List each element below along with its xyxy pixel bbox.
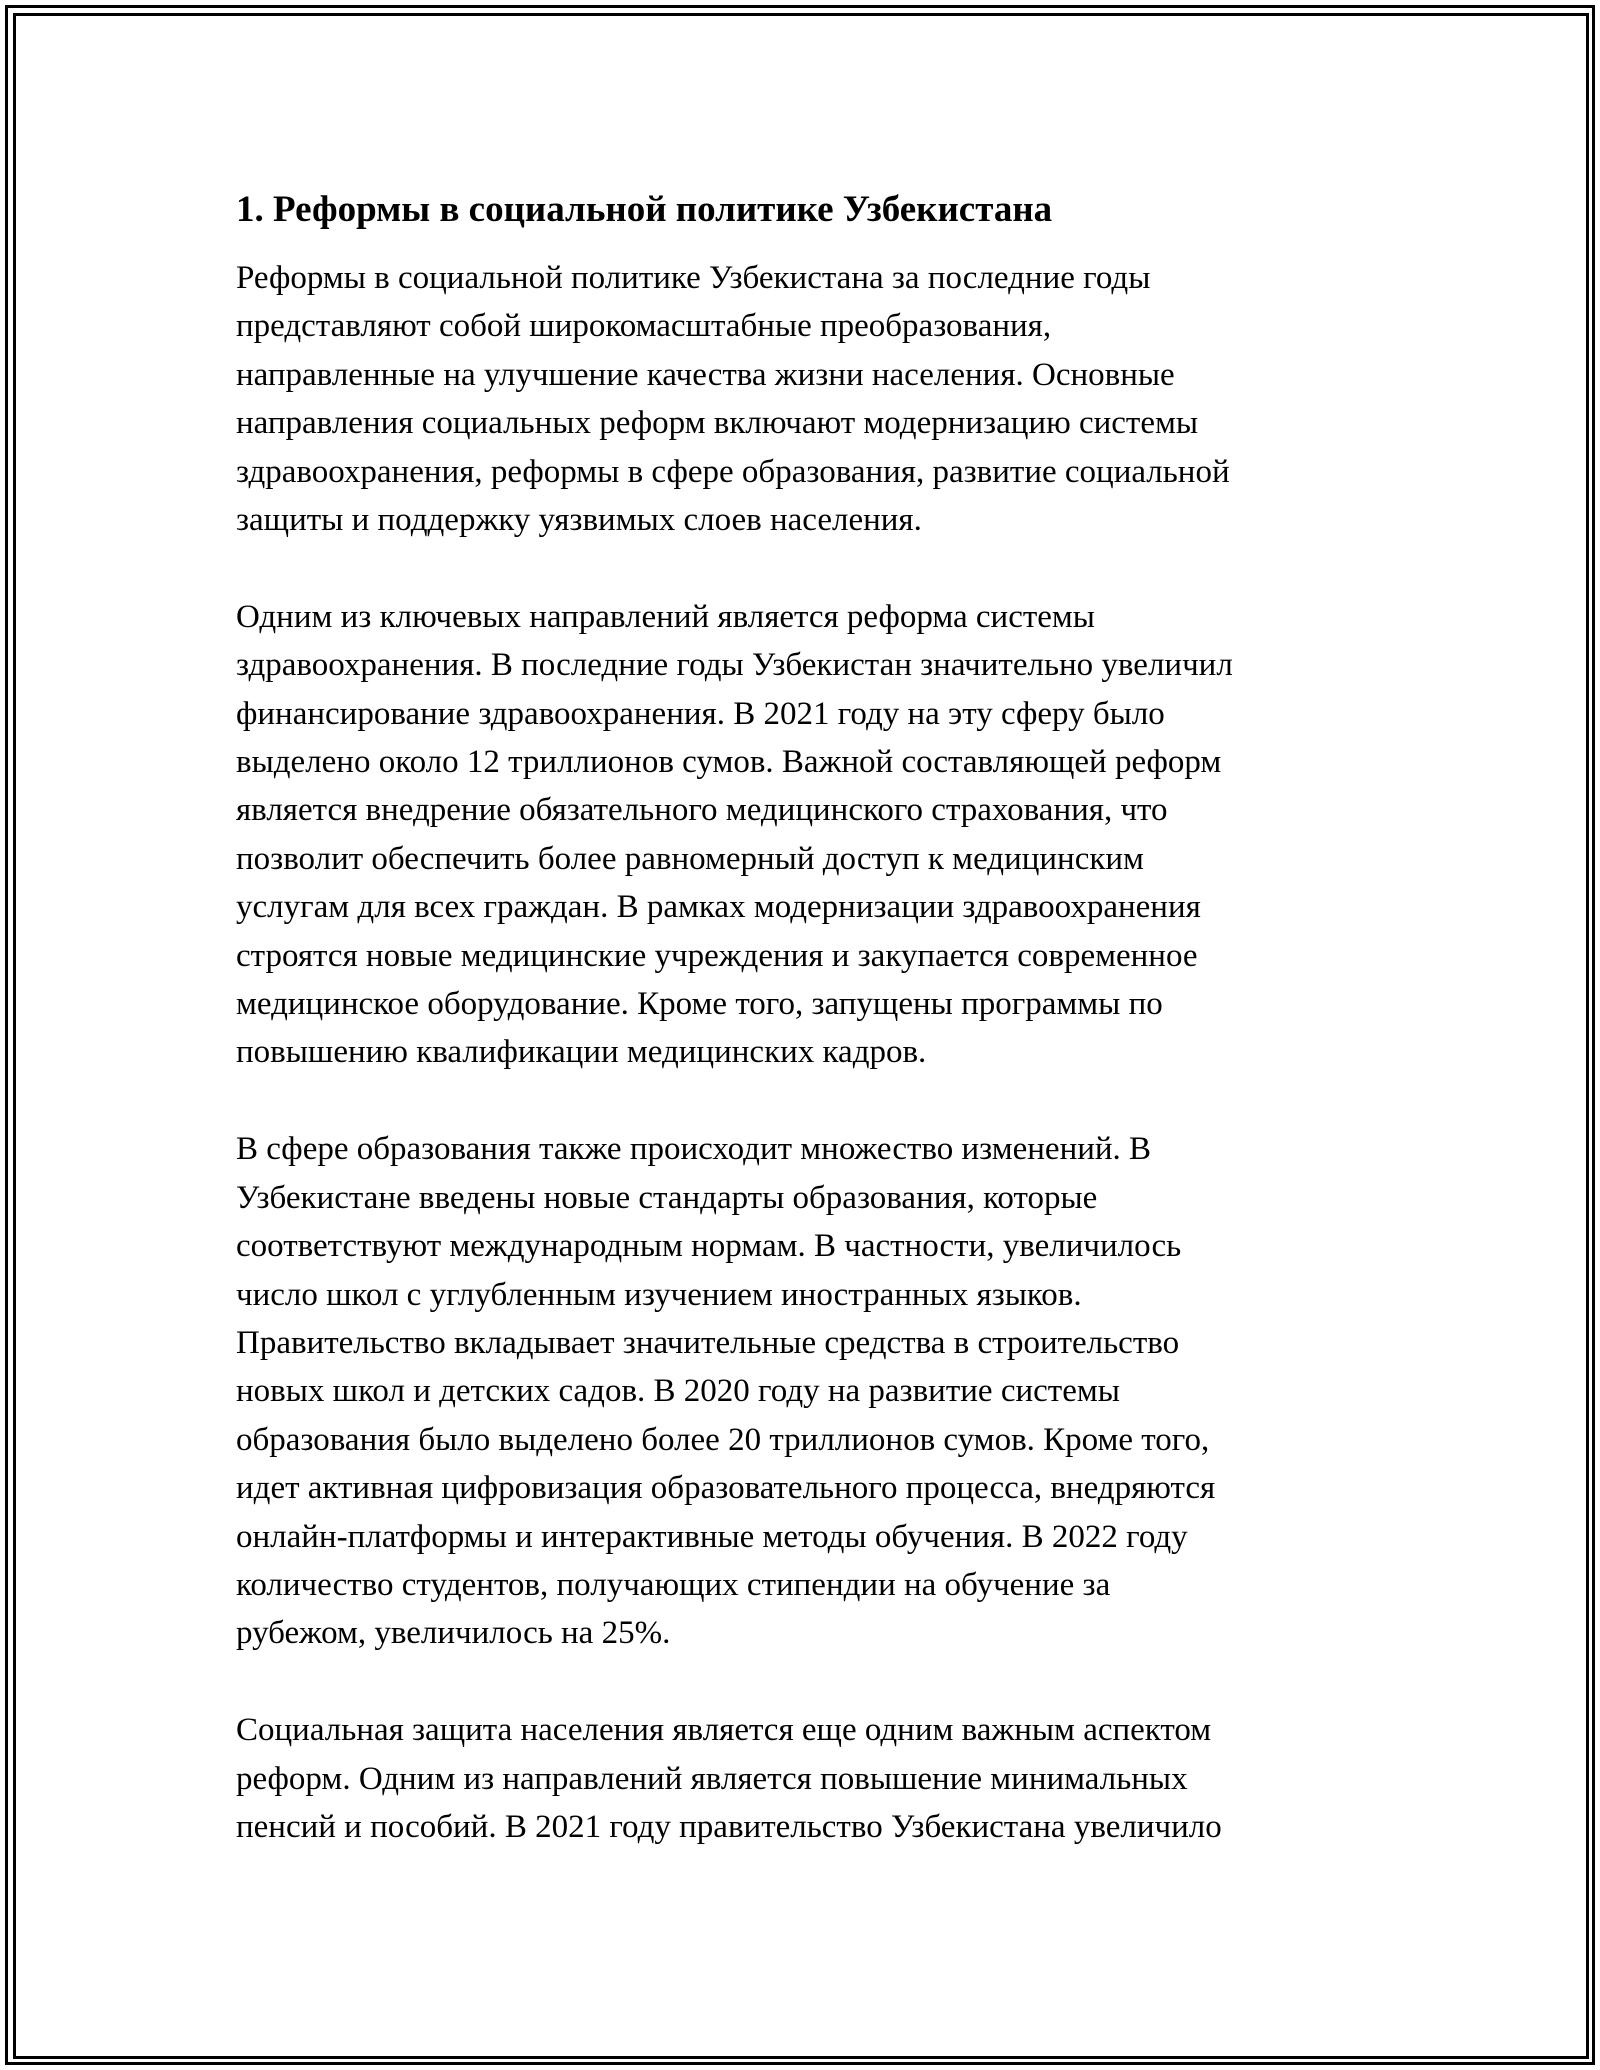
- text-line: здравоохранения, реформы в сфере образования, развитие социальной: [236, 453, 1230, 490]
- text-line: онлайн-платформы и интерактивные методы обучения. В 2022 году: [236, 1518, 1188, 1555]
- text-line: направления социальных реформ включают модернизацию системы: [236, 405, 1199, 442]
- text-line: направленные на улучшение качества жизни населения. Основные: [236, 356, 1175, 393]
- section-heading: 1. Реформы в социальной политике Узбекистана: [236, 189, 1053, 230]
- text-line: является внедрение обязательного медицинского страхования, что: [236, 792, 1168, 829]
- text-line: выделено около 12 триллионов сумов. Важной составляющей реформ: [236, 744, 1222, 781]
- document-body: [236, 186, 1366, 1900]
- text-line: образования было выделено более 20 триллионов сумов. Кроме того,: [236, 1421, 1210, 1458]
- text-line: услугам для всех граждан. В рамках модернизации здравоохранения: [236, 889, 1201, 926]
- text-line: строятся новые медицинские учреждения и закупается современное: [236, 937, 1198, 974]
- text-line: защиты и поддержку уязвимых слоев населения.: [236, 502, 922, 539]
- text-line: число школ с углубленным изучением иностранных языков.: [236, 1276, 1082, 1313]
- text-line: соответствуют международным нормам. В частности, увеличилось: [236, 1228, 1182, 1265]
- text-line: Реформы в социальной политике Узбекистана за последние годы: [236, 260, 1151, 296]
- paragraph-intro: [236, 254, 1366, 544]
- text-line: рубежом, увеличилось на 25%.: [236, 1615, 671, 1652]
- paragraph-education: [236, 1125, 1366, 1657]
- text-line: Одним из ключевых направлений является реформа системы: [236, 598, 1095, 635]
- text-line: Узбекистане введены новые стандарты образования, которые: [236, 1179, 1098, 1216]
- text-line: позволит обеспечить более равномерный доступ к медицинским: [236, 840, 1144, 877]
- text-line: реформ. Одним из направлений является повышение минимальных: [236, 1760, 1188, 1797]
- text-line: В сфере образования также происходит множество изменений. В: [236, 1131, 1152, 1168]
- paragraph-healthcare: [236, 593, 1366, 1077]
- paragraph-social-protection: [236, 1706, 1366, 1851]
- text-line: повышению квалификации медицинских кадров.: [236, 1034, 927, 1071]
- text-line: финансирование здравоохранения. В 2021 году на эту сферу было: [236, 695, 1165, 732]
- text-line: количество студентов, получающих стипендии на обучение за: [236, 1566, 1111, 1603]
- text-line: медицинское оборудование. Кроме того, запущены программы по: [236, 986, 1163, 1023]
- text-line: идет активная цифровизация образовательного процесса, внедряются: [236, 1470, 1216, 1507]
- text-line: Правительство вкладывает значительные средства в строительство: [236, 1324, 1180, 1361]
- text-line: здравоохранения. В последние годы Узбекистан значительно увеличил: [236, 647, 1233, 684]
- text-line: новых школ и детских садов. В 2020 году на развитие системы: [236, 1373, 1120, 1410]
- text-line: пенсий и пособий. В 2021 году правительство Узбекистана увеличило: [236, 1808, 1222, 1845]
- text-line: представляют собой широкомасштабные преобразования,: [236, 308, 1052, 345]
- text-line: Социальная защита населения является еще одним важным аспектом: [236, 1712, 1212, 1749]
